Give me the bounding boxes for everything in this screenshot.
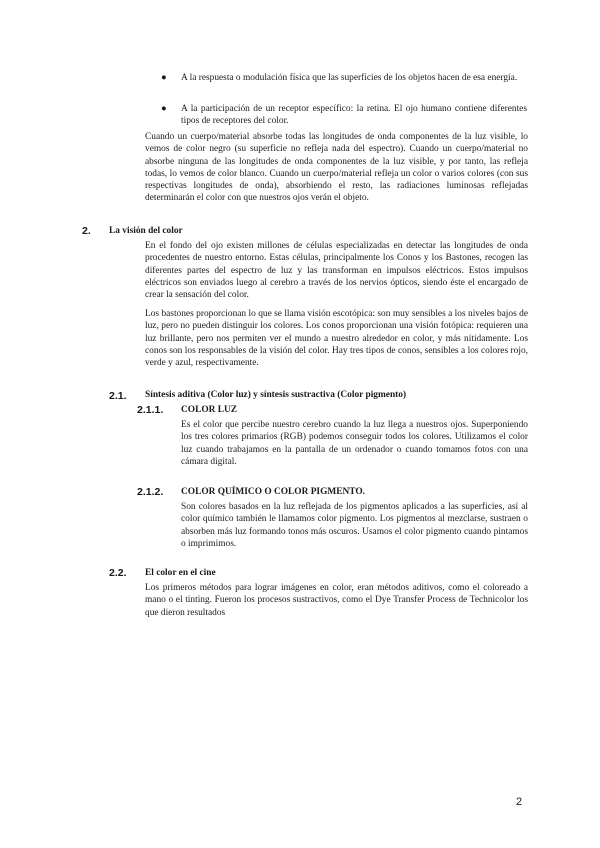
section-paragraph: En el fondo del ojo existen millones de células especializadas en detectar las longitudes de onda procedentes de nuestro entorno. Estas células, principalmente los Conos y los Bastones, recogen las diferentes partes del espectro de luz y las transforman en impulsos eléctricos. Estos impulsos eléctricos son enviados luego al cerebro a través de los nervios ópticos, siendo éste el encargado de crear la sensación del color.: [145, 241, 528, 301]
subsubsection-paragraph: Es el color que percibe nuestro cerebro cuando la luz llega a nuestros ojos. Superponiendo los tres colores primarios (RGB) podemos conseguir todos los colores. Utilizamos el color luz cuando trabajamos en la pantalla de un ordenador o cuando tomamos fotos con una cámara digital.: [181, 420, 528, 467]
subsubsection-title: COLOR QUÍMICO O COLOR PIGMENTO.: [181, 487, 365, 497]
subsubsection-number: 2.1.1.: [137, 404, 164, 416]
subsection-paragraph: Los primeros métodos para lograr imágenes en color, eran métodos aditivos, como el coloreado a mano o el tinting. Fueron los procesos sustractivos, como el Dye Transfer Process de Technicolor los que dieron resultados: [145, 583, 528, 618]
bullet-marker: ●: [161, 73, 167, 83]
intro-paragraph: Cuando un cuerpo/material absorbe todas las longitudes de onda componentes de la luz visible, lo vemos de color negro (su superficie no refleja nada del espectro). Cuando un cuerpo/material no absorbe ninguna de las longitudes de onda componentes de la luz visible, y por tanto, las refleja todas, lo vemos de color blanco. Cuando un cuerpo/material refleja un color o varios colores (con sus respectivas longitudes de onda), absorbiendo el resto, las radiaciones luminosas reflejadas determinarán el color con que nuestros ojos verán el objeto.: [145, 132, 528, 204]
subsection-title: Síntesis aditiva (Color luz) y síntesis sustractiva (Color pigmento): [145, 390, 407, 400]
section-paragraph: Los bastones proporcionan lo que se llama visión escotópica: son muy sensibles a los niveles bajos de luz, pero no pueden distinguir los colores. Los conos proporcionan una visión fotópica: requieren una luz brillante, pero nos permiten ver el mundo a nuestro alrededor en color, y más nítidamente. Los conos son los responsables de la visión del color. Hay tres tipos de conos, sensibles a los colores rojo, verde y azul, respectivamente.: [145, 309, 528, 369]
section-number: 2.: [82, 225, 91, 237]
bullet-item: A la participación de un receptor específico: la retina. El ojo humano contiene diferentes tipos de receptores del color.: [181, 104, 527, 127]
subsubsection-paragraph: Son colores basados en la luz reflejada de los pigmentos aplicados a las superficies, así al color químico también le llamamos color pigmento. Los pigmentos al mezclarse, sustraen o absorben más luz formando tonos más oscuros. Usamos el color pigmento cuando pintamos o imprimimos.: [181, 502, 528, 549]
subsection-number: 2.1.: [109, 390, 127, 402]
bullet-item: A la respuesta o modulación física que las superficies de los objetos hacen de esa energía.: [181, 73, 518, 83]
subsection-number: 2.2.: [109, 567, 127, 579]
page-number: 2: [516, 796, 523, 808]
subsubsection-number: 2.1.2.: [137, 486, 164, 498]
bullet-marker: ●: [161, 104, 167, 114]
section-title: La visión del color: [109, 226, 183, 236]
subsubsection-title: COLOR LUZ: [181, 405, 237, 415]
subsection-title: El color en el cine: [145, 568, 216, 578]
